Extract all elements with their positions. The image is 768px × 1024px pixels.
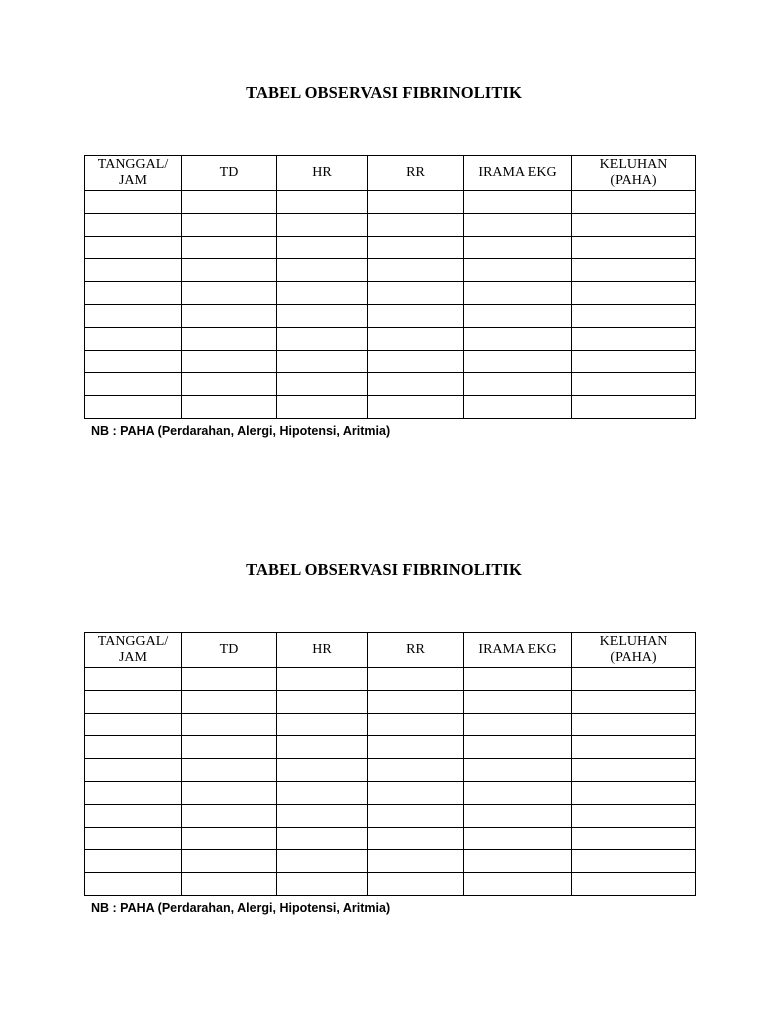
table-cell	[368, 759, 464, 782]
table-cell	[572, 713, 696, 736]
table-row	[85, 304, 696, 327]
table-row	[85, 781, 696, 804]
table-row	[85, 373, 696, 396]
table-cell	[464, 191, 572, 214]
table-title: TABEL OBSERVASI FIBRINOLITIK	[246, 83, 522, 102]
table-note: NB : PAHA (Perdarahan, Alergi, Hipotensi, Aritmia)	[91, 424, 391, 438]
table-cell	[277, 713, 368, 736]
table-cell	[182, 827, 277, 850]
table-cell	[85, 827, 182, 850]
header-rr: RR	[368, 633, 464, 668]
table-cell	[368, 236, 464, 259]
header-hr: HR	[277, 633, 368, 668]
table-cell	[572, 304, 696, 327]
table-cell	[277, 736, 368, 759]
table-cell	[182, 668, 277, 691]
table-cell	[464, 259, 572, 282]
table-row	[85, 736, 696, 759]
table-cell	[182, 713, 277, 736]
table-cell	[464, 736, 572, 759]
table-cell	[368, 213, 464, 236]
table-cell	[182, 804, 277, 827]
table-cell	[277, 668, 368, 691]
table-cell	[572, 873, 696, 896]
table-row	[85, 713, 696, 736]
table-cell	[182, 759, 277, 782]
table-cell	[464, 690, 572, 713]
table-cell	[182, 350, 277, 373]
header-tanggal-jam: TANGGAL/ JAM	[85, 633, 182, 668]
table-cell	[182, 873, 277, 896]
table-cell	[572, 690, 696, 713]
table-cell	[368, 304, 464, 327]
table-cell	[182, 850, 277, 873]
table-cell	[572, 781, 696, 804]
table-cell	[277, 759, 368, 782]
header-tanggal-jam: TANGGAL/ JAM	[85, 156, 182, 191]
table-cell	[572, 804, 696, 827]
table-cell	[85, 373, 182, 396]
table-cell	[572, 759, 696, 782]
table-cell	[277, 690, 368, 713]
table-row	[85, 873, 696, 896]
table-cell	[277, 350, 368, 373]
header-rr: RR	[368, 156, 464, 191]
table-cell	[277, 304, 368, 327]
table-row	[85, 690, 696, 713]
table-row	[85, 350, 696, 373]
table-row	[85, 213, 696, 236]
table-cell	[277, 191, 368, 214]
table-row	[85, 759, 696, 782]
table-cell	[85, 736, 182, 759]
table-cell	[85, 236, 182, 259]
header-keluhan-paha: KELUHAN (PAHA)	[572, 156, 696, 191]
table-row	[85, 396, 696, 419]
table-cell	[464, 759, 572, 782]
observation-block-2	[0, 559, 768, 915]
table-body	[85, 191, 696, 419]
table-row	[85, 850, 696, 873]
header-row	[85, 633, 696, 668]
table-cell	[85, 259, 182, 282]
table-cell	[368, 690, 464, 713]
table-cell	[182, 304, 277, 327]
table-cell	[85, 850, 182, 873]
table-cell	[85, 668, 182, 691]
table-cell	[182, 327, 277, 350]
table-row	[85, 827, 696, 850]
table-cell	[368, 259, 464, 282]
table-cell	[182, 259, 277, 282]
table-note: NB : PAHA (Perdarahan, Alergi, Hipotensi, Aritmia)	[91, 901, 391, 915]
table-cell	[182, 373, 277, 396]
table-cell	[277, 259, 368, 282]
table-cell	[464, 213, 572, 236]
table-row	[85, 259, 696, 282]
table-row	[85, 282, 696, 305]
observation-table	[84, 632, 696, 896]
table-cell	[464, 304, 572, 327]
table-cell	[277, 850, 368, 873]
table-cell	[464, 236, 572, 259]
table-cell	[368, 396, 464, 419]
table-row	[85, 327, 696, 350]
table-cell	[85, 191, 182, 214]
table-cell	[182, 213, 277, 236]
table-cell	[464, 282, 572, 305]
table-cell	[85, 690, 182, 713]
table-cell	[277, 327, 368, 350]
table-cell	[368, 350, 464, 373]
table-cell	[277, 282, 368, 305]
table-cell	[464, 396, 572, 419]
table-cell	[464, 781, 572, 804]
observation-block-1	[0, 82, 768, 438]
header-row	[85, 156, 696, 191]
table-row	[85, 236, 696, 259]
header-hr: HR	[277, 156, 368, 191]
table-cell	[572, 259, 696, 282]
table-cell	[464, 873, 572, 896]
table-cell	[182, 282, 277, 305]
table-cell	[85, 396, 182, 419]
table-cell	[85, 282, 182, 305]
table-cell	[464, 327, 572, 350]
table-cell	[368, 873, 464, 896]
table-cell	[464, 804, 572, 827]
table-cell	[464, 668, 572, 691]
table-title: TABEL OBSERVASI FIBRINOLITIK	[246, 560, 522, 579]
table-row	[85, 804, 696, 827]
table-cell	[85, 327, 182, 350]
table-cell	[182, 690, 277, 713]
table-cell	[85, 713, 182, 736]
table-cell	[182, 736, 277, 759]
table-cell	[368, 781, 464, 804]
table-cell	[572, 327, 696, 350]
header-keluhan-paha: KELUHAN (PAHA)	[572, 633, 696, 668]
observation-table	[84, 155, 696, 419]
table-cell	[572, 236, 696, 259]
table-cell	[572, 213, 696, 236]
table-cell	[182, 396, 277, 419]
table-cell	[85, 213, 182, 236]
table-cell	[464, 350, 572, 373]
table-cell	[277, 373, 368, 396]
table-cell	[368, 191, 464, 214]
table-cell	[368, 736, 464, 759]
table-cell	[368, 327, 464, 350]
header-irama-ekg: IRAMA EKG	[464, 156, 572, 191]
table-cell	[85, 873, 182, 896]
table-cell	[277, 236, 368, 259]
table-cell	[182, 191, 277, 214]
table-cell	[572, 191, 696, 214]
table-cell	[572, 396, 696, 419]
table-cell	[572, 668, 696, 691]
table-cell	[572, 282, 696, 305]
table-row	[85, 191, 696, 214]
table-cell	[368, 373, 464, 396]
table-cell	[85, 781, 182, 804]
table-cell	[368, 804, 464, 827]
table-row	[85, 668, 696, 691]
table-cell	[277, 213, 368, 236]
table-cell	[572, 827, 696, 850]
table-cell	[277, 873, 368, 896]
table-cell	[277, 396, 368, 419]
table-cell	[572, 350, 696, 373]
header-irama-ekg: IRAMA EKG	[464, 633, 572, 668]
table-body	[85, 668, 696, 896]
table-cell	[277, 827, 368, 850]
table-cell	[85, 304, 182, 327]
table-cell	[368, 850, 464, 873]
table-cell	[182, 236, 277, 259]
table-cell	[572, 850, 696, 873]
table-cell	[277, 781, 368, 804]
table-cell	[277, 804, 368, 827]
table-cell	[464, 827, 572, 850]
table-cell	[368, 827, 464, 850]
table-cell	[464, 373, 572, 396]
table-cell	[572, 373, 696, 396]
table-cell	[85, 804, 182, 827]
table-cell	[464, 850, 572, 873]
table-cell	[85, 759, 182, 782]
table-cell	[368, 668, 464, 691]
table-cell	[368, 282, 464, 305]
table-cell	[182, 781, 277, 804]
table-cell	[464, 713, 572, 736]
table-cell	[572, 736, 696, 759]
table-cell	[368, 713, 464, 736]
header-td: TD	[182, 156, 277, 191]
table-cell	[85, 350, 182, 373]
header-td: TD	[182, 633, 277, 668]
